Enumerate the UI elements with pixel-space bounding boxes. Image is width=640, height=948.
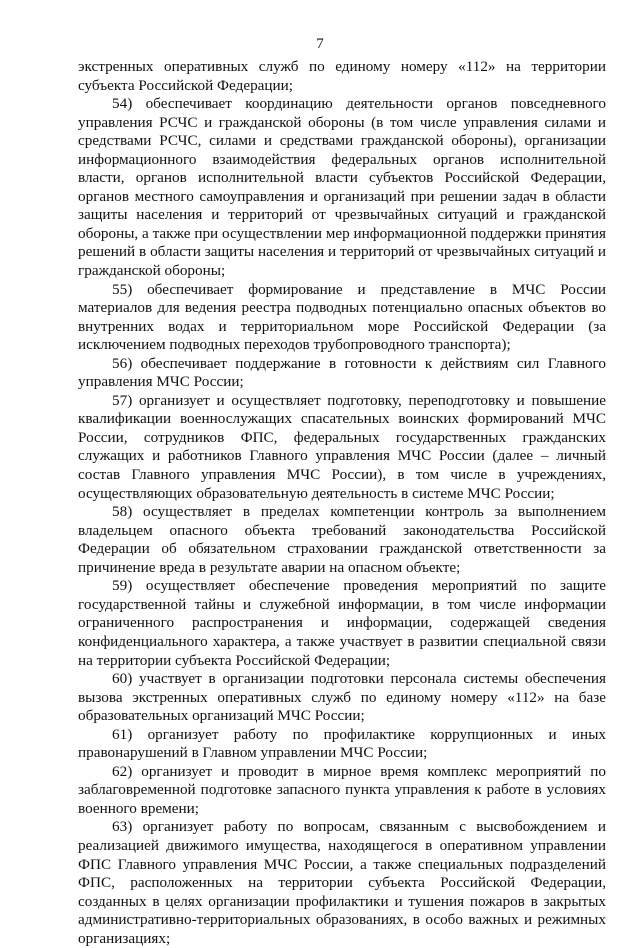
paragraph-continuation: экстренных оперативных служб по единому номеру «112» на территории субъекта Российской Федерации; (78, 58, 606, 94)
paragraph-item-60: 60) участвует в организации подготовки персонала системы обеспечения вызова экстренных оперативных служб по единому номеру «112» на базе образовательных организаций МЧС России; (78, 670, 606, 725)
paragraph-item-62: 62) организует и проводит в мирное время комплекс мероприятий по заблаговременной подготовке запасного пункта управления к работе в условиях военного времени; (78, 762, 606, 817)
page-number: 7 (316, 36, 324, 52)
paragraph-item-61: 61) организует работу по профилактике коррупционных и иных правонарушений в Главном управлении МЧС России; (78, 725, 606, 762)
paragraph-item-63: 63) организует работу по вопросам, связанным с высвобождением и реализацией движимого имущества, находящегося в оперативном управлении ФПС Главного управления МЧС России, а также специальных подразделений ФПС, расположенных на территории субъекта Российской Федерации, созданных в целях организации профилактики и тушения пожаров в закрытых административно-территориальных образованиях, в особо важных и режимных организациях; (78, 818, 606, 947)
paragraph-item-54: 54) обеспечивает координацию деятельности органов повседневного управления РСЧС и гражданской обороны (в том числе управления силами и средствами РСЧС, силами и средствами гражданской обороны), организации информационного взаимодействия федеральных органов исполнительной власти, органов исполнительной власти субъектов Российской Федерации, органов местного самоуправления и организаций при решении задач в области защиты населения и территорий от чрезвычайных ситуаций и гражданской обороны, а также при осуществлении мер информационной поддержки принятия решений в области защиты населения и территорий от чрезвычайных ситуаций и гражданской обороны; (78, 95, 607, 280)
paragraph-item-55: 55) обеспечивает формирование и представление в МЧС России материалов для ведения реестра подводных потенциально опасных объектов во внутренних водах и территориальном море Российской Федерации (за исключением подводных переходов трубопроводного транспорта); (78, 280, 606, 354)
paragraph-item-57: 57) организует и осуществляет подготовку, переподготовку и повышение квалификации военнослужащих спасательных воинских формирований МЧС России, сотрудников ФПС, федеральных государственных гражданских служащих и работников Главного управления МЧС России (далее – личный состав Главного управления МЧС России), в том числе в учреждениях, осуществляющих образовательную деятельность в системе МЧС России; (78, 391, 606, 502)
document-body (78, 58, 606, 948)
paragraph-item-58: 58) осуществляет в пределах компетенции контроль за выполнением владельцем опасного объекта требований законодательства Российской Федерации об обязательном страховании гражданской ответственности за причинение вреда в результате аварии на опасном объекте; (78, 503, 606, 576)
paragraph-item-56: 56) обеспечивает поддержание в готовности к действиям сил Главного управления МЧС России; (78, 354, 606, 391)
paragraph-item-59: 59) осуществляет обеспечение проведения мероприятий по защите государственной тайны и служебной информации, в том числе информации ограниченного распространения и информации, содержащей сведения конфиденциального характера, а также участвует в развитии специальной связи на территории субъекта Российской Федерации; (78, 577, 606, 669)
